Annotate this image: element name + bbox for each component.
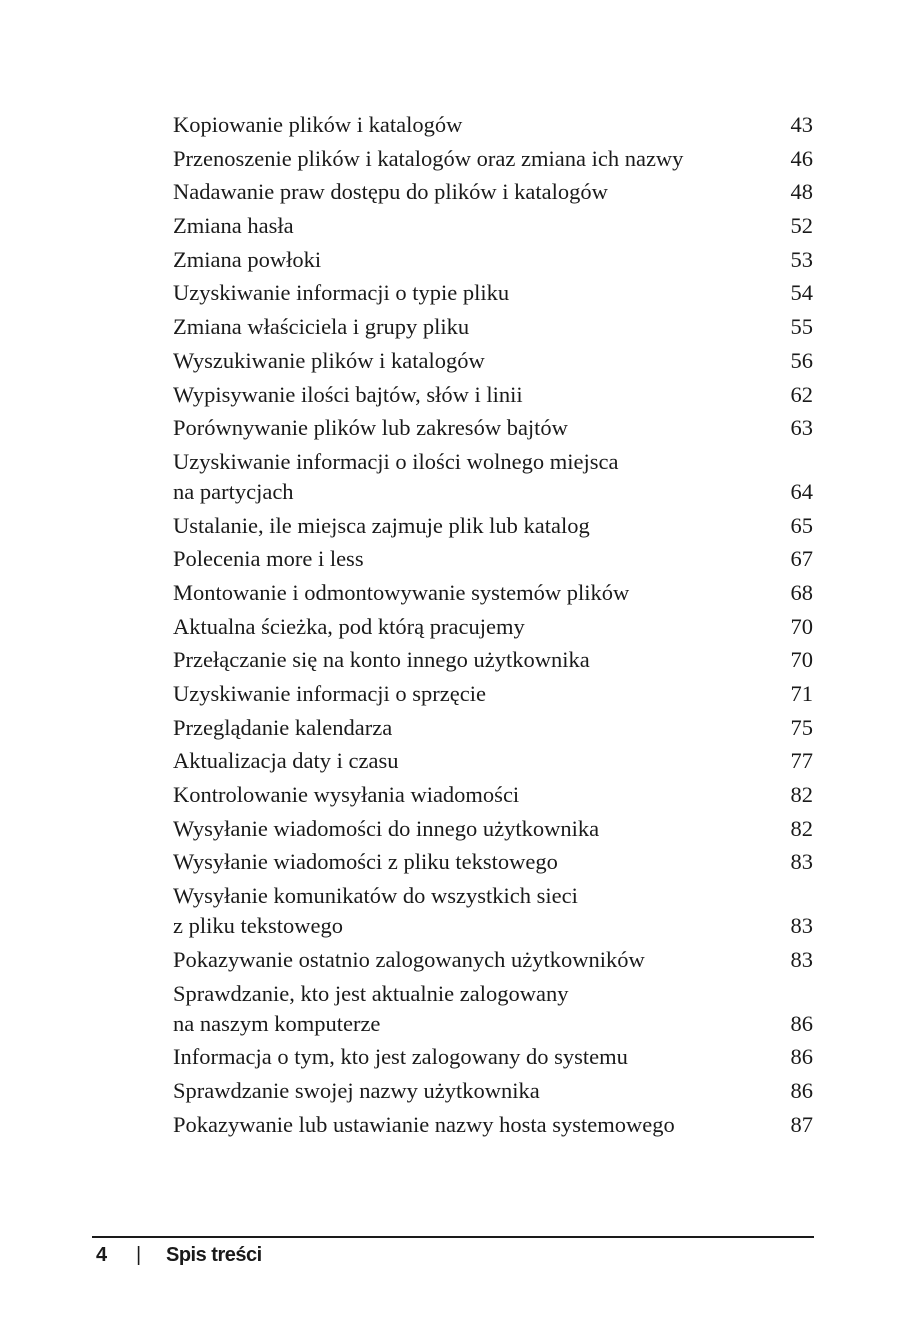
toc-entry <box>173 245 813 275</box>
toc-entry-page: 56 <box>790 347 813 373</box>
toc-entry-row <box>173 612 813 642</box>
toc-entry-page: 77 <box>790 748 813 774</box>
toc-entry-title: Uzyskiwanie informacji o typie pliku <box>173 280 510 306</box>
toc-entry <box>173 447 813 507</box>
toc-entry <box>173 979 813 1039</box>
page-number: 4 <box>96 1243 108 1266</box>
toc-entry-page: 62 <box>790 381 813 407</box>
toc-entry-title: Sprawdzanie, kto jest aktualnie zalogowany <box>173 980 569 1006</box>
footer-separator: | <box>136 1243 142 1266</box>
toc-entry-page: 82 <box>790 815 813 841</box>
toc-entry <box>173 780 813 810</box>
toc-entry <box>173 110 813 140</box>
toc-entry-title: Wysyłanie wiadomości z pliku tekstowego <box>173 849 558 875</box>
toc-entry-title: Zmiana właściciela i grupy pliku <box>173 314 470 340</box>
toc-entry-row <box>173 1110 813 1140</box>
toc-entry-page: 83 <box>790 849 813 875</box>
toc-entry <box>173 679 813 709</box>
toc-entry-page: 71 <box>790 681 813 706</box>
toc-entry-page: 53 <box>790 246 813 272</box>
toc-entry-title: z pliku tekstowego <box>173 913 343 939</box>
toc-entry <box>173 144 813 174</box>
toc-entry-page: 86 <box>790 1044 813 1070</box>
toc-entry-row <box>173 346 813 376</box>
toc-entry-row <box>173 679 813 709</box>
toc-entry-title: Kopiowanie plików i katalogów <box>173 112 463 137</box>
toc-entry <box>173 278 813 308</box>
toc-entry-title: Przenoszenie plików i katalogów oraz zmiana ich nazwy <box>173 145 684 171</box>
toc-entry-page: 86 <box>790 1010 813 1036</box>
toc-entry-page: 68 <box>790 579 813 605</box>
toc-entry-title: Wypisywanie ilości bajtów, słów i linii <box>173 381 523 407</box>
toc-entry-page: 43 <box>790 112 813 137</box>
toc-entry-row <box>173 1042 813 1072</box>
toc-entry-row <box>173 110 813 140</box>
toc-entry <box>173 312 813 342</box>
toc-entry <box>173 578 813 608</box>
toc-entry-title: Przeglądanie kalendarza <box>173 714 393 740</box>
toc-entry-title: Uzyskiwanie informacji o sprzęcie <box>173 681 487 706</box>
toc-entry <box>173 177 813 207</box>
toc-entry-page: 64 <box>790 478 813 504</box>
toc-entry <box>173 413 813 443</box>
toc-entry-title: Uzyskiwanie informacji o ilości wolnego miejsca <box>173 448 619 474</box>
toc-entry-title: Zmiana hasła <box>173 213 294 239</box>
toc-entry <box>173 1110 813 1140</box>
section-title: Spis treści <box>166 1243 262 1266</box>
toc-entry-row <box>173 278 813 308</box>
toc-entry-title: Porównywanie plików lub zakresów bajtów <box>173 415 568 441</box>
toc-entry <box>173 645 813 675</box>
toc-entry-row <box>173 544 813 574</box>
toc-entry-row <box>173 144 813 174</box>
toc-entry-title: Nadawanie praw dostępu do plików i katalogów <box>173 179 608 205</box>
toc-entry-page: 86 <box>790 1077 813 1103</box>
toc-entry-title: Wysyłanie wiadomości do innego użytkownika <box>173 815 600 841</box>
toc-entry-page: 87 <box>790 1111 813 1137</box>
toc-entry-title: Wyszukiwanie plików i katalogów <box>173 347 485 373</box>
toc-entry <box>173 380 813 410</box>
toc-entry <box>173 746 813 776</box>
toc-entry-page: 82 <box>790 782 813 808</box>
toc-entry <box>173 511 813 541</box>
toc-entry <box>173 945 813 975</box>
toc-entry-title: Informacja o tym, kto jest zalogowany do systemu <box>173 1044 628 1070</box>
toc-entry-title: na naszym komputerze <box>173 1010 381 1036</box>
toc-entry-page: 46 <box>790 145 813 171</box>
toc-entry-page: 63 <box>790 415 813 441</box>
table-of-contents <box>173 110 813 1143</box>
toc-entry <box>173 814 813 844</box>
toc-entry-row <box>173 413 813 443</box>
toc-entry-title: Pokazywanie lub ustawianie nazwy hosta systemowego <box>173 1111 675 1137</box>
toc-entry-title: Przełączanie się na konto innego użytkownika <box>173 647 590 673</box>
toc-entry-page: 83 <box>790 946 813 972</box>
toc-entry-row <box>173 780 813 810</box>
toc-entry-page: 54 <box>790 280 813 306</box>
toc-entry-title: Pokazywanie ostatnio zalogowanych użytkowników <box>173 946 645 972</box>
toc-entry-title: Ustalanie, ile miejsca zajmuje plik lub katalog <box>173 512 590 538</box>
toc-entry-title: Polecenia more i less <box>173 546 364 572</box>
toc-entry-page: 52 <box>790 213 813 239</box>
toc-entry-row <box>173 477 813 507</box>
toc-entry-row <box>173 911 813 941</box>
toc-entry <box>173 847 813 877</box>
toc-entry <box>173 881 813 941</box>
toc-entry-row <box>173 578 813 608</box>
toc-entry <box>173 1076 813 1106</box>
toc-entry-title: Montowanie i odmontowywanie systemów plików <box>173 579 630 605</box>
toc-entry-row <box>173 847 813 877</box>
toc-entry-row <box>173 1076 813 1106</box>
toc-entry-row <box>173 312 813 342</box>
toc-entry-page: 70 <box>790 647 813 673</box>
toc-entry-title: Sprawdzanie swojej nazwy użytkownika <box>173 1077 540 1103</box>
toc-entry-row <box>173 245 813 275</box>
toc-entry-row <box>173 1009 813 1039</box>
toc-entry-row <box>173 211 813 241</box>
toc-entry-title: na partycjach <box>173 478 294 504</box>
page-footer <box>96 1240 262 1270</box>
toc-entry-row <box>173 511 813 541</box>
toc-entry <box>173 713 813 743</box>
toc-entry-page: 83 <box>790 913 813 939</box>
toc-entry-page: 75 <box>790 714 813 740</box>
toc-entry-row <box>173 945 813 975</box>
toc-entry-title: Zmiana powłoki <box>173 246 322 272</box>
toc-entry-row <box>173 713 813 743</box>
toc-entry-page: 65 <box>790 512 813 538</box>
toc-entry-title: Aktualizacja daty i czasu <box>173 748 399 774</box>
footer-rule <box>92 1236 814 1238</box>
toc-entry-row <box>173 814 813 844</box>
toc-entry-page: 48 <box>790 179 813 205</box>
toc-entry-title: Wysyłanie komunikatów do wszystkich sieci <box>173 883 578 909</box>
toc-entry <box>173 211 813 241</box>
toc-entry-row <box>173 746 813 776</box>
toc-entry <box>173 612 813 642</box>
toc-entry-page: 55 <box>790 314 813 340</box>
toc-entry <box>173 544 813 574</box>
toc-entry-row <box>173 177 813 207</box>
toc-entry-title: Aktualna ścieżka, pod którą pracujemy <box>173 613 525 639</box>
toc-entry <box>173 1042 813 1072</box>
toc-entry-page: 67 <box>790 546 813 572</box>
toc-entry-row <box>173 645 813 675</box>
toc-entry-row <box>173 380 813 410</box>
toc-entry-page: 70 <box>790 613 813 639</box>
toc-entry <box>173 346 813 376</box>
toc-entry-title: Kontrolowanie wysyłania wiadomości <box>173 782 520 808</box>
